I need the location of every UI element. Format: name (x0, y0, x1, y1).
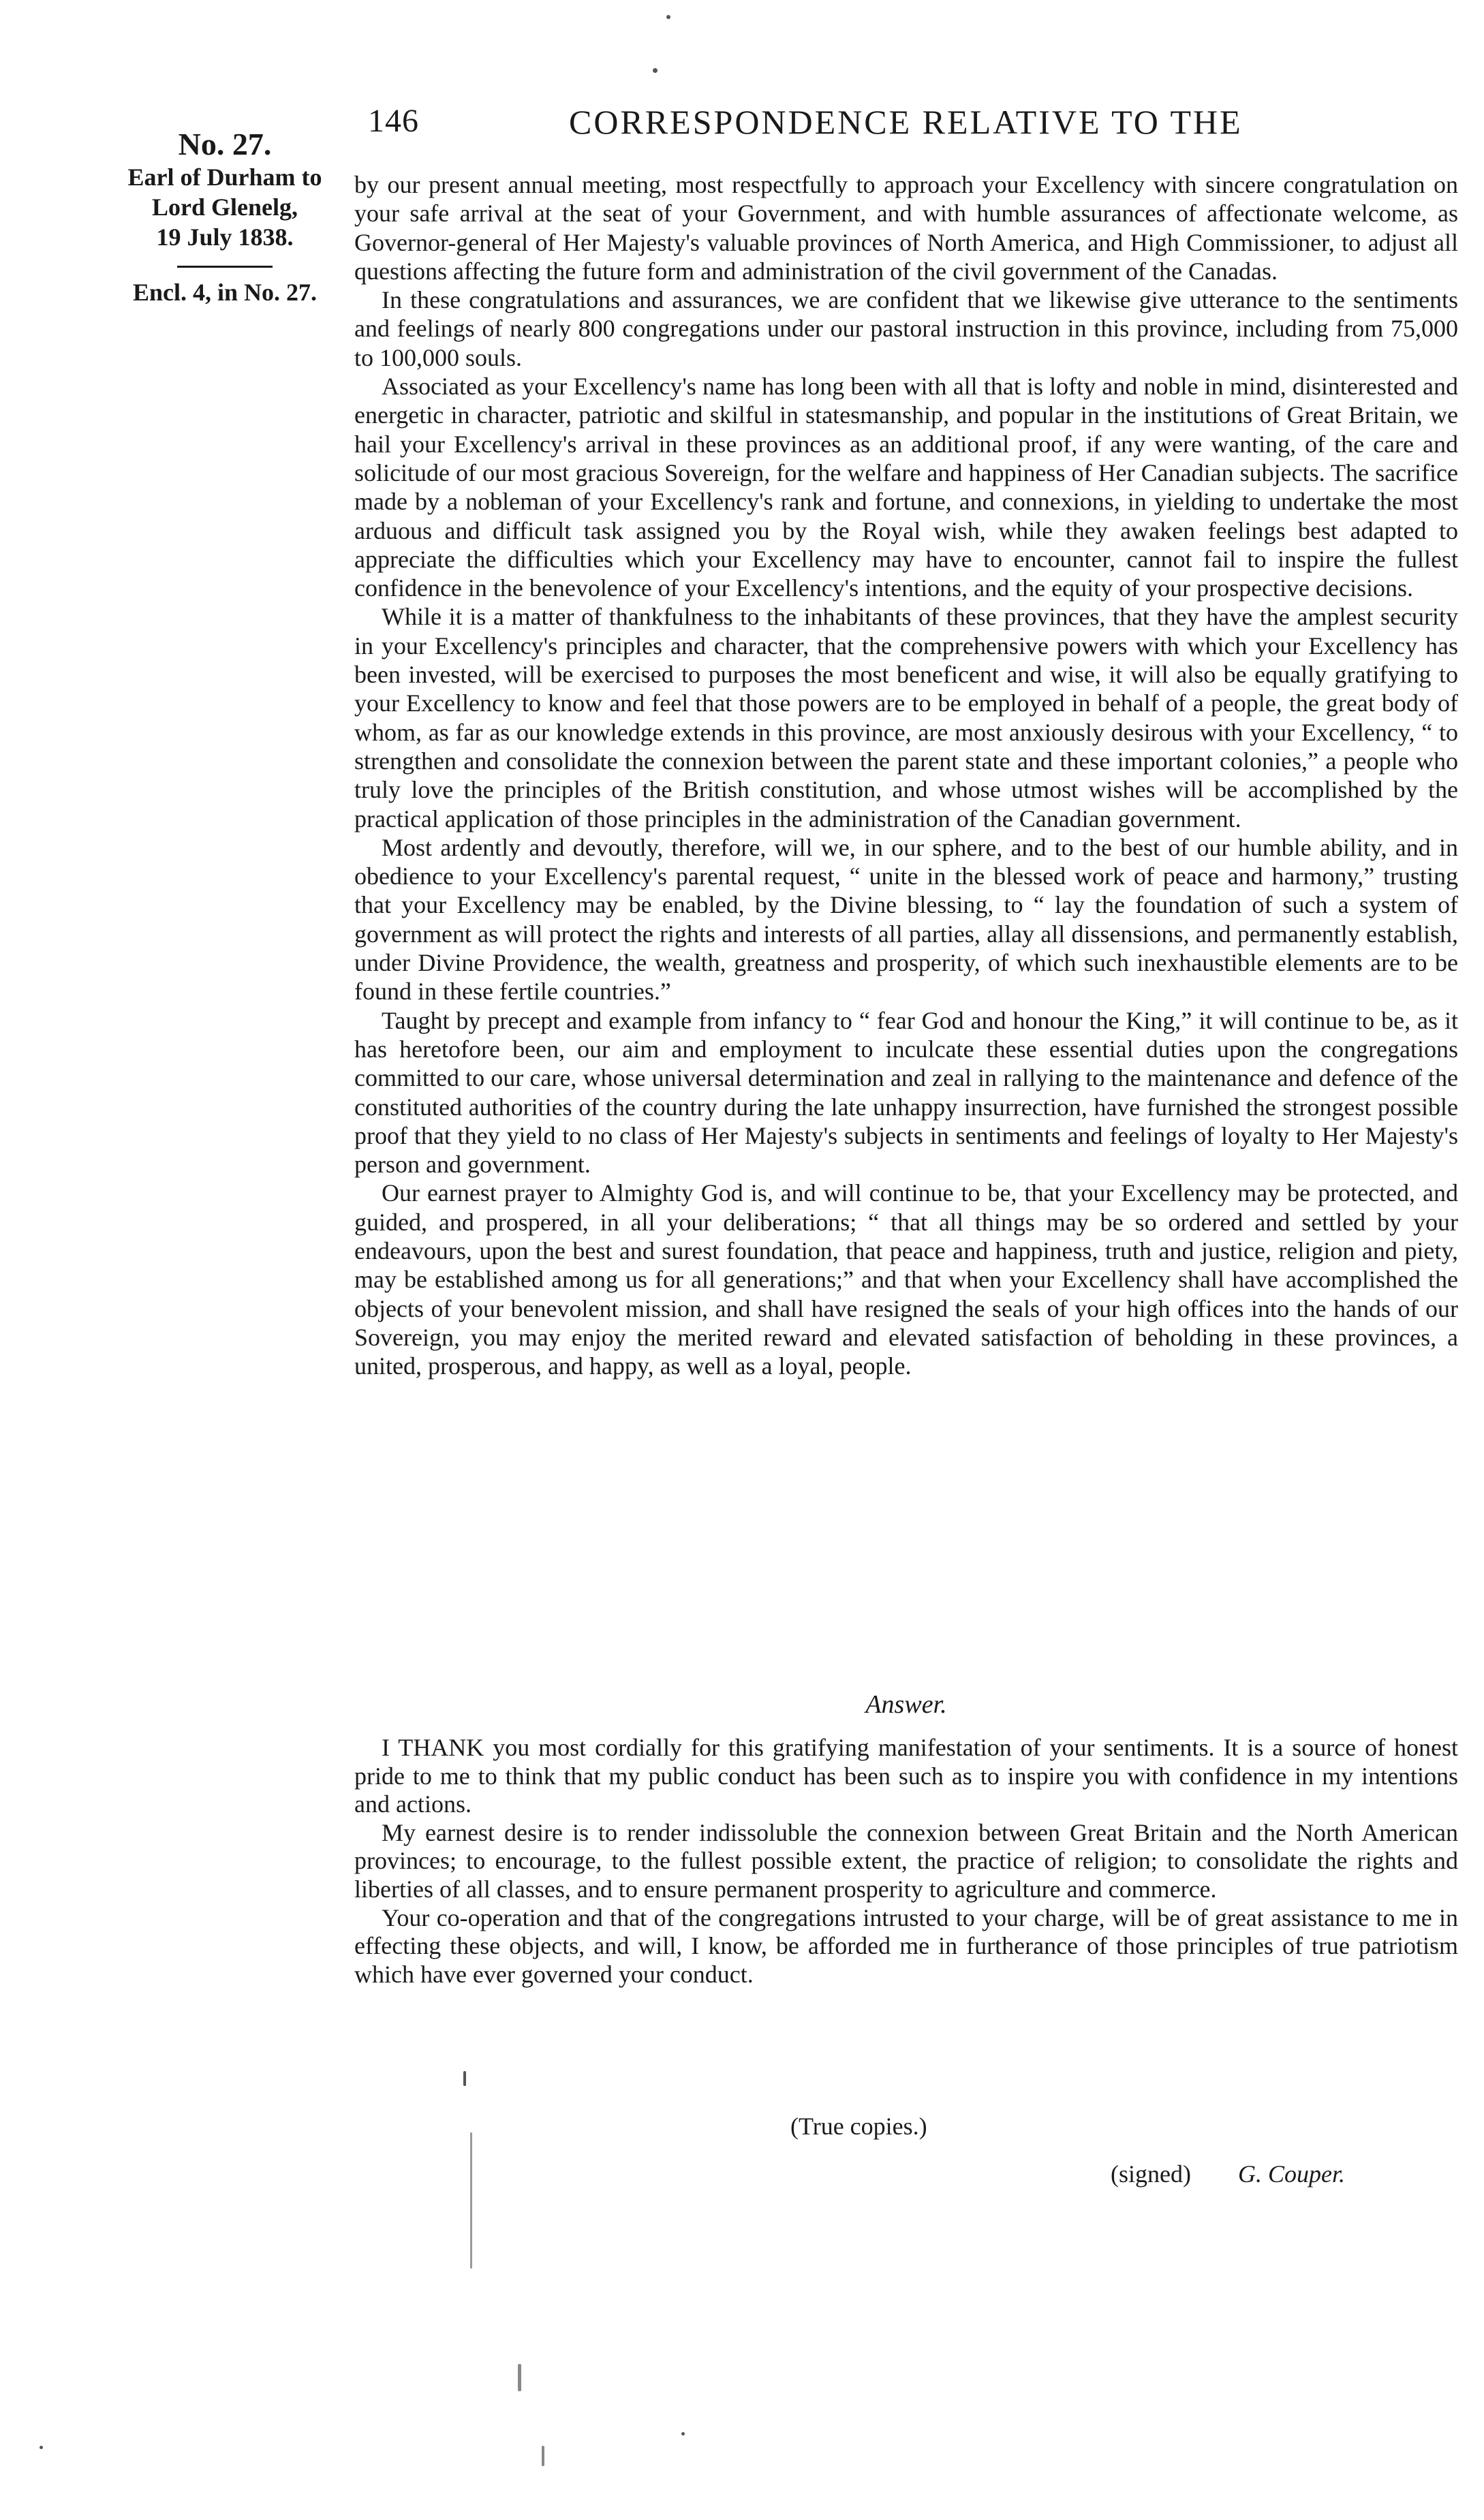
scan-speck (40, 2446, 43, 2449)
signer-name: G. Couper. (1237, 2160, 1345, 2188)
address-paragraph: Our earnest prayer to Almighty God is, and will continue to be, that your Excellency may be protected, and guided, and prospered, in all your deliberations; “ that all things may be so ordered and settled by your endeavours, upon the best and surest foundation, that peace and happiness, truth and justice, religion and piety, may be established among us for all generations;” and that when your Excellency shall have accomplished the objects of your benevolent mission, and shall have resigned the seals of your high offices into the hands of our Sovereign, you may enjoy the merited reward and elevated satisfaction of beholding in these provinces, a united, prosperous, and happy, as well as a loyal, people. (354, 1179, 1458, 1380)
scan-speck (463, 2071, 466, 2086)
scan-speck (470, 2132, 472, 2269)
signature-block (1111, 2160, 1345, 2188)
address-paragraph: by our present annual meeting, most respectfully to approach your Excellency with sincere congratulation on your safe arrival at the seat of your Government, and with humble assurances of affectionate welcome, as Governor-general of Her Majesty's valuable provinces of North America, and High Commissioner, to adjust all questions affecting the future form and administration of the civil government of the Canadas. (354, 171, 1458, 285)
answer-opening-caps: I THANK (382, 1734, 484, 1761)
margin-enclosure: Encl. 4, in No. 27. (132, 279, 318, 306)
answer-paragraph: Your co-operation and that of the congregations intrusted to your charge, will be of great assistance to me in effecting these objects, and will, I know, be afforded me in furtherance of those principles of true patriotism which have ever governed your conduct. (354, 1903, 1458, 1988)
true-copies-note: (True copies.) (790, 2113, 927, 2140)
address-paragraph: While it is a matter of thankfulness to the inhabitants of these provinces, that they have the amplest security in your Excellency's principles and character, that the comprehensive powers with which your Excellency has been invested, will be exercised to purposes the most beneficent and wise, it will also be equally gratifying to your Excellency to know and feel that those powers are to be employed in behalf of a people, the great body of whom, as far as our knowledge extends in this province, are most anxiously desirous with your Excellency, “ to strengthen and consolidate the connexion between the parent state and these important colonies,” a people who truly love the principles of the British constitution, and whose utmost wishes will be accomplished by the practical application of those principles in the administration of the Canadian government. (354, 603, 1458, 833)
scan-speck (666, 15, 670, 19)
scan-speck (653, 68, 658, 73)
page-header (368, 102, 1458, 150)
margin-date: 19 July 1838. (156, 223, 294, 251)
answer-heading: Answer. (865, 1690, 947, 1719)
address-paragraph: In these congratulations and assurances, we are confident that we likewise give utterance to the sentiments and feelings of nearly 800 congregations under our pastoral instruction in this province, including from 75,000 to 100,000 souls. (354, 286, 1458, 371)
margin-number: No. 27. (178, 127, 272, 161)
running-title: CORRESPONDENCE RELATIVE TO THE (569, 103, 1243, 141)
address-body (354, 170, 1458, 1380)
answer-paragraph: My earnest desire is to render indissoluble the connexion between Great Britain and the North American provinces; to encourage, to the fullest possible extent, the practice of religion; to consolidate the rights and liberties of all classes, and to ensure permanent prosperity to agriculture and commerce. (354, 1818, 1458, 1903)
margin-note (119, 129, 330, 307)
answer-paragraph-text: you most cordially for this gratifying manifestation of your sentiments. It is a source of honest pride to me to think that my public conduct has been such as to inspire you with confidence in my intentions and actions. (354, 1734, 1458, 1818)
address-paragraph: Associated as your Excellency's name has long been with all that is lofty and noble in mind, disinterested and energetic in character, patriotic and skilful in statesmanship, and popular in the institutions of Great Britain, we hail your Excellency's arrival in these provinces as an additional proof, if any were wanting, of the care and solicitude of our most gracious Sovereign, for the welfare and happiness of Her Canadian subjects. The sacrifice made by a nobleman of your Excellency's rank and fortune, and connexions, in yielding to undertake the most arduous and difficult task assigned you by the Royal wish, while they awaken feelings best adapted to appreciate the difficulties which your Excellency may have to encounter, cannot fail to inspire the fullest confidence in the benevolence of your Excellency's intentions, and the equity of your prospective decisions. (354, 373, 1458, 602)
answer-paragraph (354, 1734, 1458, 1819)
answer-body (354, 1734, 1458, 1989)
margin-divider (177, 266, 273, 268)
scan-speck (681, 2432, 685, 2436)
scan-speck (518, 2364, 521, 2391)
address-paragraph: Most ardently and devoutly, therefore, will we, in our sphere, and to the best of our humble ability, and in obedience to your Excellency's parental request, “ unite in the blessed work of peace and harmony,” trusting that your Excellency may be enabled, by the Divine blessing, to “ lay the foundation of such a system of government as will protect the rights and interests of all parties, allay all dissensions, and permanently establish, under Divine Providence, the wealth, greatness and prosperity, of which such inexhaustible elements are to be found in these fertile countries.” (354, 833, 1458, 1006)
margin-from-to: Earl of Durham to Lord Glenelg, (127, 164, 322, 221)
scan-speck (542, 2446, 544, 2466)
signed-label: (signed) (1111, 2160, 1191, 2188)
page-number: 146 (368, 103, 419, 139)
address-paragraph: Taught by precept and example from infancy to “ fear God and honour the King,” it will continue to be, as it has heretofore been, our aim and employment to inculcate these essential duties upon the congregations committed to our care, whose universal determination and zeal in rallying to the maintenance and defence of the constituted authorities of the country during the late unhappy insurrection, have furnished the strongest possible proof that they yield to no class of Her Majesty's subjects in sentiments and feelings of loyalty to Her Majesty's person and government. (354, 1006, 1458, 1179)
